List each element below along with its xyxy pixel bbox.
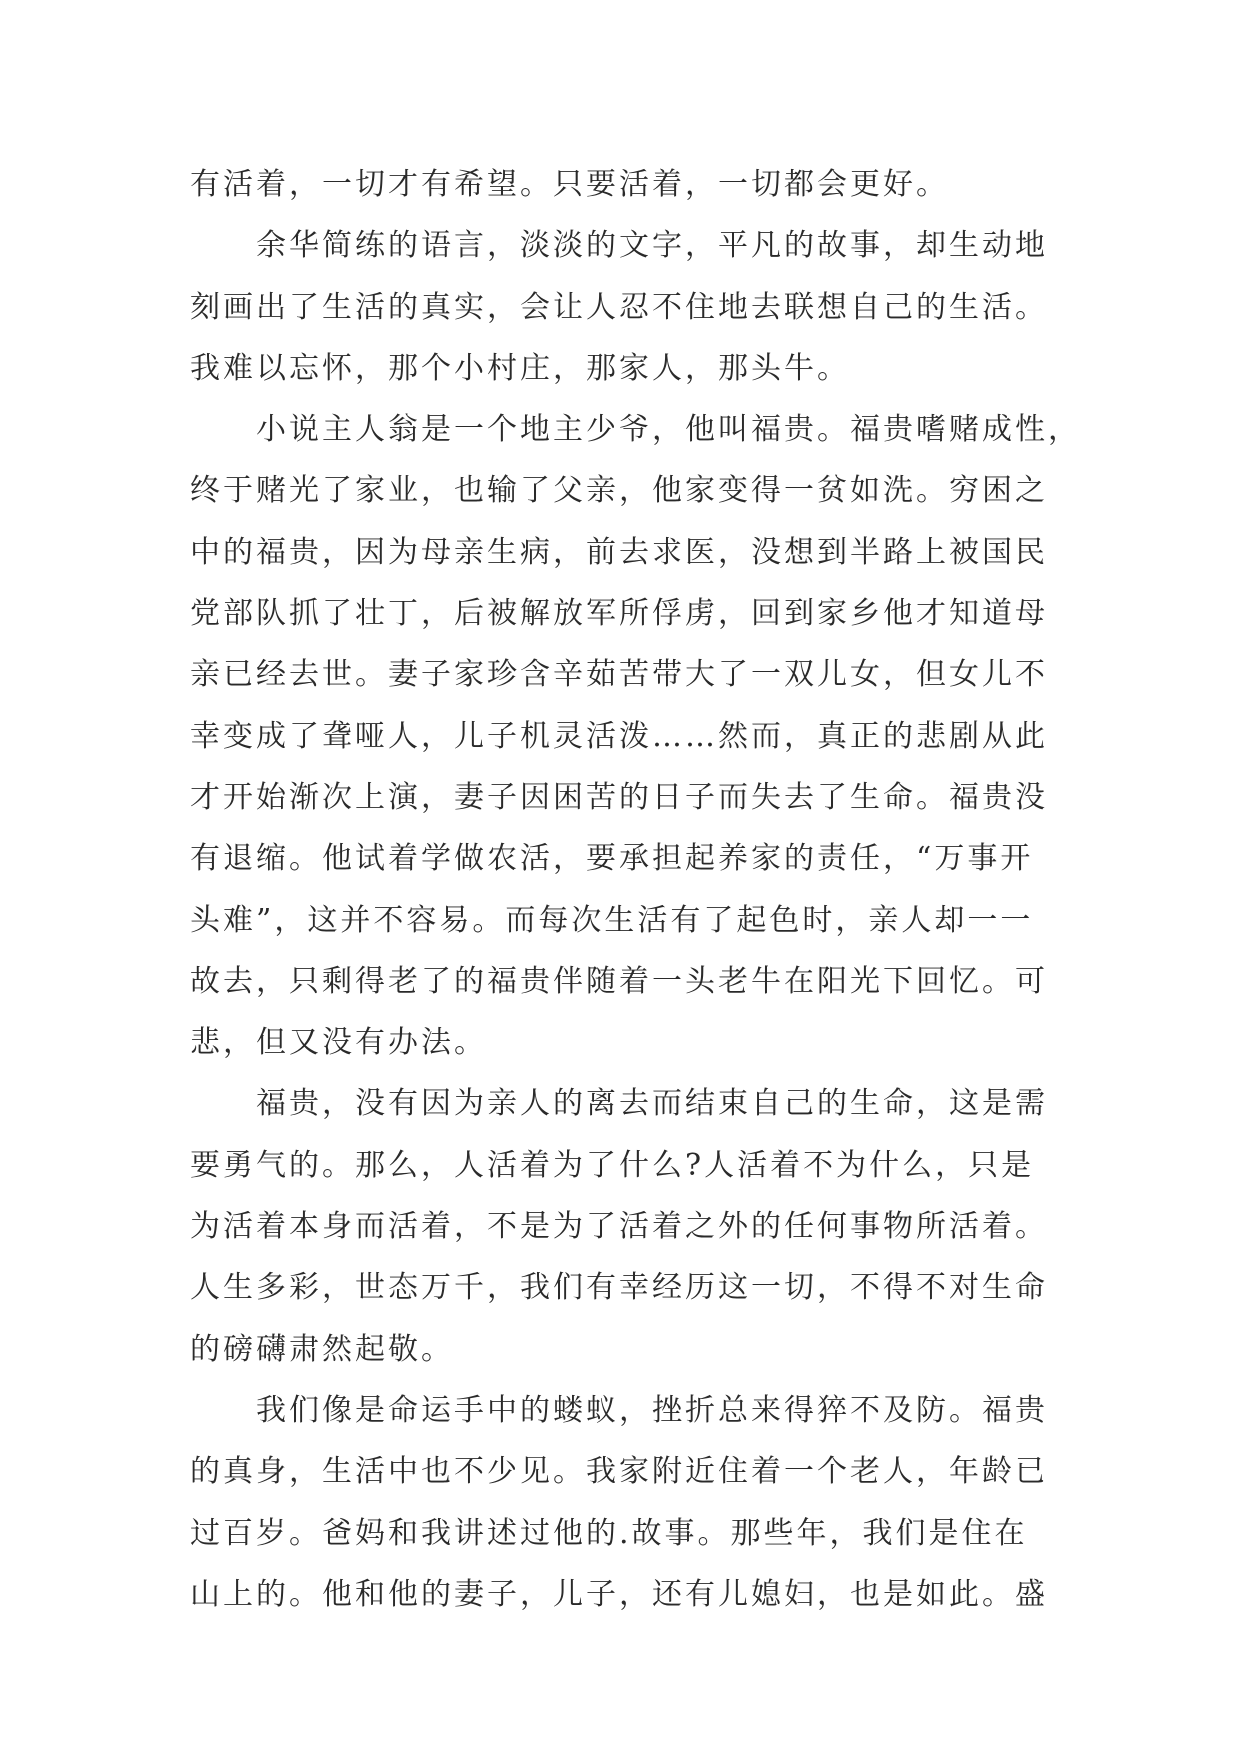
text-line: 悲，但又没有办法。 (190, 1025, 487, 1061)
text-line: 我难以忘怀，那个小村庄，那家人，那头牛。 (190, 350, 850, 386)
text-line: 有活着，一切才有希望。只要活着，一切都会更好。 (190, 167, 949, 202)
text-line: 的磅礴肃然起敬。 (190, 1331, 454, 1367)
text-line: 的真身，生活中也不少见。我家附近住着一个老人，年龄已 (190, 1454, 1048, 1490)
text-line: 党部队抓了壮丁，后被解放军所俘虏，回到家乡他才知道母 (190, 596, 1048, 632)
text-line: 亲已经去世。妻子家珍含辛茹苦带大了一双儿女，但女儿不 (190, 657, 1048, 693)
text-line: 要勇气的。那么，人活着为了什么?人活着不为什么，只是 (190, 1147, 1035, 1183)
document-body (190, 154, 1081, 1625)
text-line: 才开始渐次上演，妻子因困苦的日子而失去了生命。福贵没 (190, 779, 1048, 815)
text-line: 故去，只剩得老了的福贵伴随着一头老牛在阳光下回忆。可 (190, 963, 1048, 999)
text-line: 为活着本身而活着，不是为了活着之外的任何事物所活着。 (190, 1209, 1048, 1245)
text-line: 终于赌光了家业，也输了父亲，他家变得一贫如洗。穷困之 (190, 473, 1048, 509)
paragraph-first-line: 小说主人翁是一个地主少爷，他叫福贵。福贵嗜赌成性， (256, 412, 1081, 448)
text-line: 过百岁。爸妈和我讲述过他的.故事。那些年，我们是住在 (190, 1515, 1028, 1551)
text-line: 有退缩。他试着学做农活，要承担起养家的责任，“万事开 (190, 841, 1034, 877)
text-line: 头难”，这并不容易。而每次生活有了起色时，亲人却一一 (190, 902, 1034, 938)
text-line: 幸变成了聋哑人，儿子机灵活泼……然而，真正的悲剧从此 (190, 718, 1048, 754)
paragraph-first-line: 余华简练的语言，淡淡的文字，平凡的故事，却生动地 (256, 228, 1048, 264)
text-line: 刻画出了生活的真实，会让人忍不住地去联想自己的生活。 (190, 289, 1048, 325)
text-line: 人生多彩，世态万千，我们有幸经历这一切，不得不对生命 (190, 1270, 1048, 1306)
text-line: 山上的。他和他的妻子，儿子，还有儿媳妇，也是如此。盛 (190, 1576, 1048, 1612)
paragraph-first-line: 我们像是命运手中的蝼蚁，挫折总来得猝不及防。福贵 (256, 1392, 1048, 1428)
text-line: 中的福贵，因为母亲生病，前去求医，没想到半路上被国民 (190, 534, 1048, 570)
paragraph-first-line: 福贵，没有因为亲人的离去而结束自己的生命，这是需 (256, 1086, 1048, 1122)
